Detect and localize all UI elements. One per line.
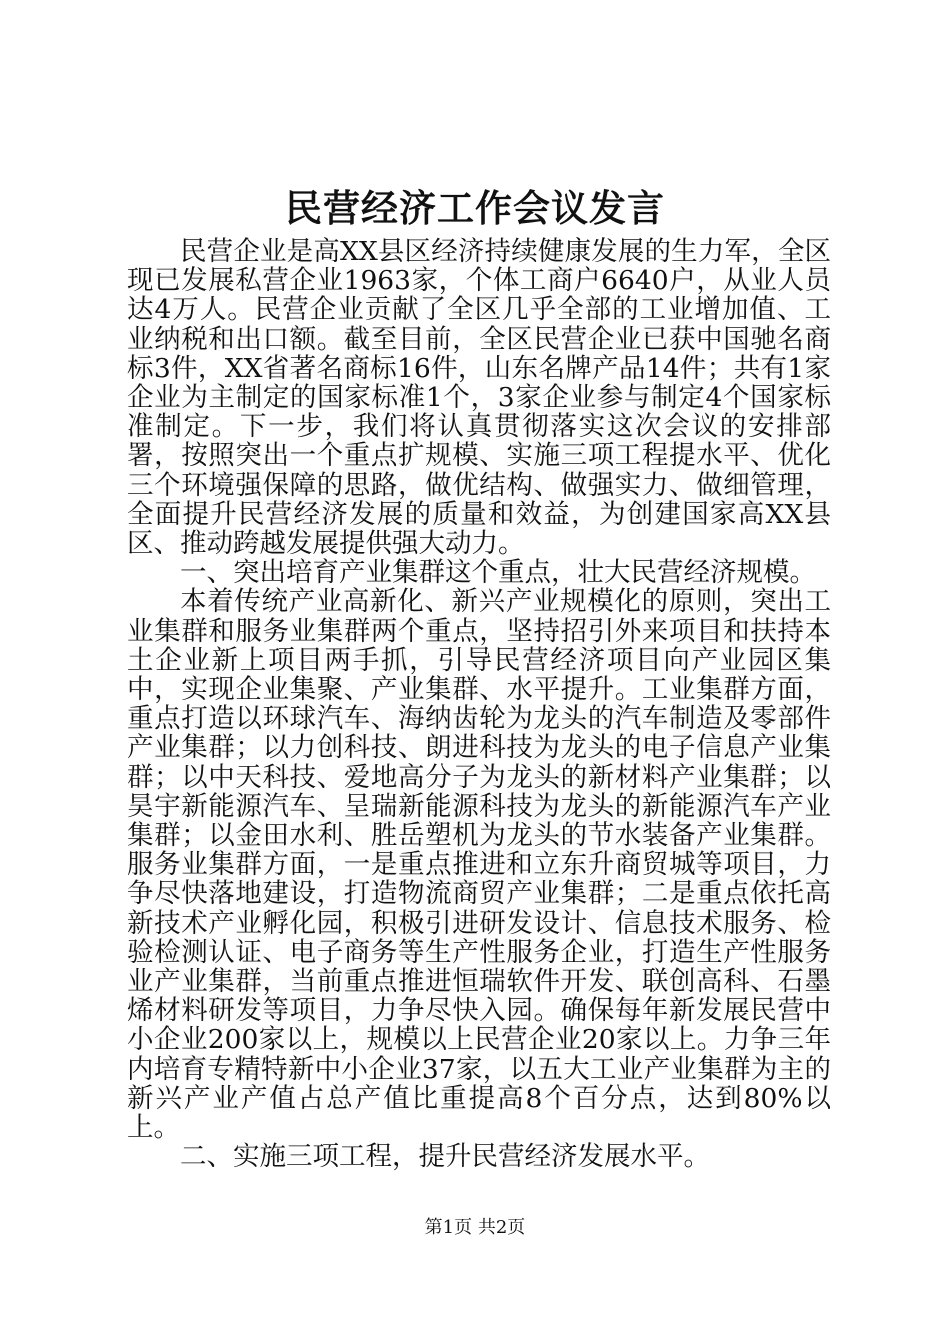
document-title: 民营经济工作会议发言 [285, 186, 665, 230]
body-paragraph-intro: 民营企业是高XX县区经济持续健康发展的生力军，全区现已发展私营企业1963家，个体工商户6640户，从业人员达4万人。民营企业贡献了全区几乎全部的工业增加值、工业纳税和出口额。截至目前，全区民营企业已获中国驰名商标3件，XX省著名商标16件，山东名牌产品14件；共有1家企业为主制定的国家标准1个，3家企业参与制定4个国家标准制定。下一步，我们将认真贯彻落实这次会议的安排部署，按照突出一个重点扩规模、实施三项工程提水平、优化三个环境强保障的思路，做优结构、做强实力、做细管理，全面提升民营经济发展的质量和效益，为创建国家高XX县区、推动跨越发展提供强大动力。 [127, 236, 831, 560]
section-heading-2: 二、实施三项工程，提升民营经济发展水平。 [180, 1141, 710, 1173]
document-body [127, 237, 831, 1172]
section-heading-1: 一、突出培育产业集群这个重点，壮大民营经济规模。 [180, 557, 816, 589]
page-number-footer: 第1页 共2页 [424, 1217, 526, 1238]
body-paragraph-section-1: 本着传统产业高新化、新兴产业规模化的原则，突出工业集群和服务业集群两个重点，坚持招引外来项目和扶持本土企业新上项目两手抓，引导民营经济项目向产业园区集中，实现企业集聚、产业集群、水平提升。工业集群方面，重点打造以环球汽车、海纳齿轮为龙头的汽车制造及零部件产业集群；以力创科技、朗进科技为龙头的电子信息产业集群；以中天科技、爱地高分子为龙头的新材料产业集群；以昊宇新能源汽车、呈瑞新能源科技为龙头的新能源汽车产业集群；以金田水利、胜岳塑机为龙头的节水装备产业集群。服务业集群方面，一是重点推进和立东升商贸城等项目，力争尽快落地建设，打造物流商贸产业集群；二是重点依托高新技术产业孵化园，积极引进研发设计、信息技术服务、检验检测认证、电子商务等生产性服务企业，打造生产性服务业产业集群，当前重点推进恒瑞软件开发、联创高科、石墨烯材料研发等项目，力争尽快入园。确保每年新发展民营中小企业200家以上，规模以上民营企业20家以上。力争三年内培育专精特新中小企业37家，以五大工业产业集群为主的新兴产业产值占总产值比重提高8个百分点，达到80%以上。 [127, 586, 831, 1144]
